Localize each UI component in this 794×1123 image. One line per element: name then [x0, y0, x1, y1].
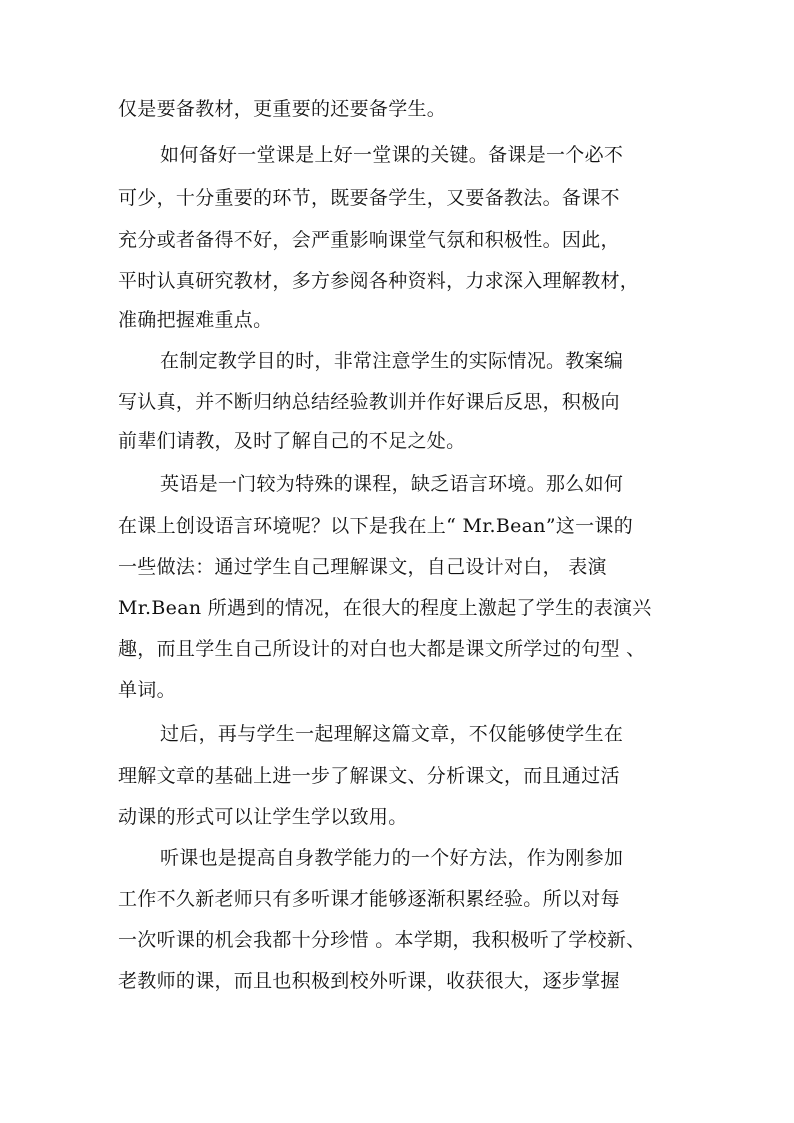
text-line: 如何备好一堂课是上好一堂课的关键。备课是一个必不: [160, 144, 624, 166]
text-line: 英语是一门较为特殊的课程，缺乏语言环境。那么如何: [160, 473, 624, 495]
text-line: 一次听课的机会我都十分珍惜 。本学期，我积极听了学校新、: [118, 929, 646, 951]
text-line: 动课的形式可以让学生学以致用。: [118, 806, 408, 828]
text-line: 单词。: [118, 679, 176, 701]
text-line: 老教师的课，而且也积极到校外听课，收获很大，逐步掌握: [118, 970, 620, 992]
text-line: 在制定教学目的时，非常注意学生的实际情况。教案编: [160, 350, 624, 372]
text-line: 一些做法：通过学生自己理解课文，自己设计对白， 表演: [118, 556, 607, 578]
text-line: 准确把握难重点。: [118, 309, 273, 331]
text-line: 充分或者备得不好，会严重影响课堂气氛和积极性。因此，: [118, 229, 620, 251]
text-line: 仅是要备教材，更重要的还要备学生。: [118, 98, 447, 120]
text-line: Mr.Bean 所遇到的情况，在很大的程度上激起了学生的表演兴: [118, 597, 652, 619]
text-line: 可少，十分重要的环节，既要备学生，又要备教法。备课不: [118, 187, 620, 209]
text-line: 理解文章的基础上进一步了解课文、分析课文，而且通过活: [118, 765, 620, 787]
text-line: 在课上创设语言环境呢？以下是我在上“ Mr.Bean”这一课的: [118, 515, 634, 537]
text-line: 工作不久新老师只有多听课才能够逐渐积累经验。所以对每: [118, 888, 620, 910]
text-line: 趣，而且学生自己所设计的对白也大都是课文所学过的句型 、: [118, 638, 646, 660]
text-line: 听课也是提高自身教学能力的一个好方法，作为刚参加: [160, 847, 624, 869]
text-line: 过后，再与学生一起理解这篇文章，不仅能够使学生在: [160, 723, 624, 745]
text-line: 平时认真研究教材，多方参阅各种资料，力求深入理解教材，: [118, 270, 640, 292]
text-line: 写认真，并不断归纳总结经验教训并作好课后反思，积极向: [118, 391, 620, 413]
text-line: 前辈们请教，及时了解自己的不足之处。: [118, 430, 466, 452]
